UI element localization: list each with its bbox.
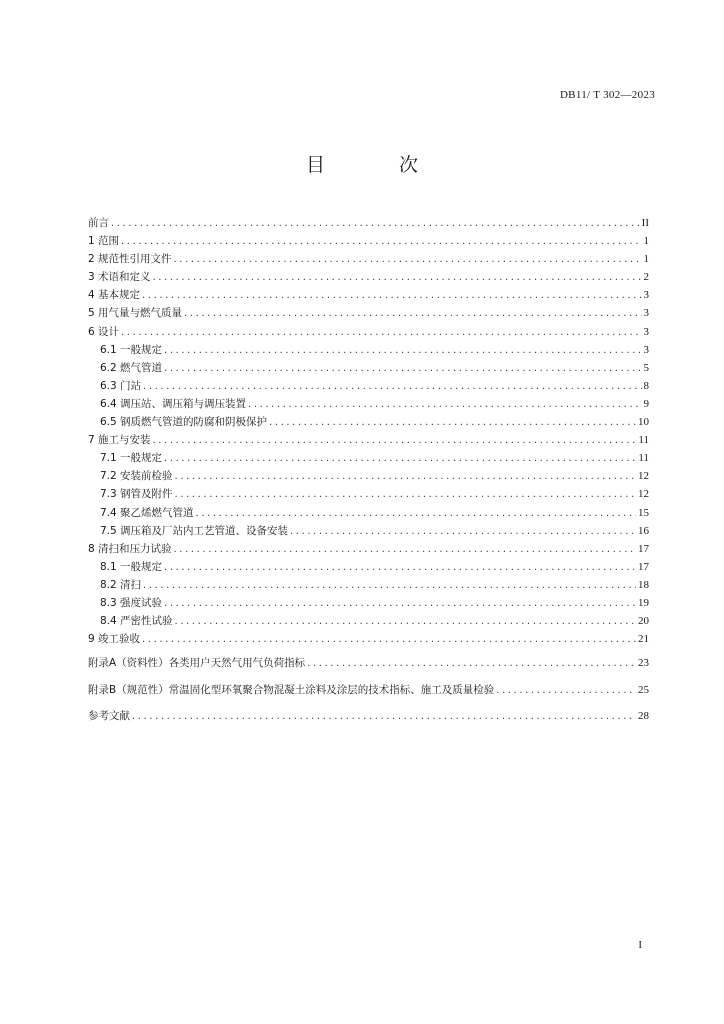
toc-label: 7.1 一般规定 (100, 452, 163, 465)
toc-label: 4 基本规定 (88, 289, 141, 302)
toc-label: 参考文献 (88, 710, 130, 723)
dot-leader (174, 541, 636, 559)
toc-label: 附录A（资料性）各类用户天然气用气负荷指标 (88, 657, 306, 670)
toc-label: 6.4 调压站、调压箱与调压装置 (100, 397, 247, 410)
dot-leader (164, 450, 636, 468)
toc-entry-appendix-b[interactable] (88, 679, 649, 702)
dot-leader (153, 269, 642, 287)
toc-entry-7[interactable] (88, 431, 649, 449)
toc-label: 8.3 强度试验 (100, 596, 163, 609)
page-title: 目 次 (305, 154, 453, 176)
toc-label: 6.5 钢质燃气管道的防腐和阴极保护 (100, 416, 268, 429)
toc-label: 7.4 聚乙烯燃气管道 (100, 506, 194, 519)
toc-label: 2 规范性引用文件 (88, 253, 172, 266)
toc-page-number: 17 (638, 542, 649, 555)
toc-label: 附录B（规范性）常温固化型环氧聚合物混凝土涂料及涂层的技术指标、施工及质量检验 (88, 683, 495, 696)
toc-entry-5[interactable] (88, 304, 649, 322)
dot-leader (143, 378, 641, 396)
toc-entry-7-5[interactable] (88, 522, 649, 540)
toc-page-number: 3 (643, 325, 649, 338)
toc-page-number: 20 (638, 615, 649, 628)
toc-label: 3 术语和定义 (88, 271, 151, 284)
dot-leader (142, 631, 636, 649)
toc-entry-6-3[interactable] (88, 377, 649, 395)
toc-entry-6[interactable] (88, 323, 649, 341)
toc-page-number: 3 (643, 343, 649, 356)
toc-label: 1 范围 (88, 235, 120, 248)
dot-leader (269, 414, 636, 432)
toc-page-number: 8 (643, 379, 649, 392)
toc-label: 6.2 燃气管道 (100, 361, 163, 374)
dot-leader (164, 595, 636, 613)
dot-leader (174, 251, 642, 269)
toc-page-number: 12 (638, 470, 649, 483)
toc-entry-3[interactable] (88, 268, 649, 286)
toc-page-number: 1 (643, 235, 649, 248)
dot-leader (175, 486, 636, 504)
dot-leader (184, 305, 641, 323)
toc-page-number: 15 (638, 506, 649, 519)
toc-entry-appendix-a[interactable] (88, 652, 649, 675)
dot-leader (290, 523, 636, 541)
toc-page-number: II (641, 217, 649, 229)
dot-leader (143, 577, 636, 595)
toc-entry-7-4[interactable] (88, 504, 649, 522)
toc-entry-8-3[interactable] (88, 594, 649, 612)
toc-label: 7.5 调压箱及厂站内工艺管道、设备安装 (100, 524, 289, 537)
dot-leader (496, 680, 636, 703)
toc-page-number: 23 (638, 657, 649, 670)
toc-label: 6 设计 (88, 325, 120, 338)
toc-entry-foreword[interactable] (88, 214, 649, 232)
document-id: DB11/ T 302—2023 (559, 89, 655, 101)
toc-label: 8.4 严密性试验 (100, 615, 173, 628)
dot-leader (121, 233, 641, 251)
toc-entry-4[interactable] (88, 286, 649, 304)
toc-page-number: 2 (643, 271, 649, 284)
toc-entry-6-4[interactable] (88, 395, 649, 413)
table-of-contents (88, 214, 649, 728)
toc-page-number: 11 (638, 434, 649, 447)
toc-label: 7.3 钢管及附件 (100, 488, 173, 501)
toc-label: 8.2 清扫 (100, 578, 142, 591)
toc-entry-2[interactable] (88, 250, 649, 268)
dot-leader (307, 653, 636, 676)
toc-page-number: 21 (638, 633, 649, 646)
toc-label: 前言 (88, 217, 109, 229)
dot-leader (153, 432, 637, 450)
dot-leader (111, 215, 640, 233)
toc-page-number: 17 (638, 560, 649, 573)
dot-leader (175, 468, 636, 486)
toc-page-number: 1 (643, 253, 649, 266)
toc-page-number: 3 (643, 289, 649, 302)
dot-leader (121, 324, 641, 342)
toc-entry-6-1[interactable] (88, 341, 649, 359)
toc-entry-references[interactable] (88, 705, 649, 728)
toc-page-number: 11 (638, 452, 649, 465)
dot-leader (164, 559, 636, 577)
toc-page-number: 28 (638, 710, 649, 723)
toc-label: 8 清扫和压力试验 (88, 542, 172, 555)
toc-entry-7-2[interactable] (88, 467, 649, 485)
toc-entry-7-3[interactable] (88, 485, 649, 503)
dot-leader (132, 706, 636, 729)
dot-leader (248, 396, 641, 414)
toc-label: 7 施工与安装 (88, 434, 151, 447)
toc-page-number: 10 (638, 416, 649, 429)
dot-leader (164, 360, 641, 378)
toc-label: 8.1 一般规定 (100, 560, 163, 573)
toc-page-number: 9 (643, 397, 649, 410)
toc-entry-6-5[interactable] (88, 413, 649, 431)
toc-page-number: 18 (638, 578, 649, 591)
toc-label: 7.2 安装前检验 (100, 470, 173, 483)
toc-entry-9[interactable] (88, 630, 649, 648)
toc-entry-8[interactable] (88, 540, 649, 558)
footer-page-number: I (638, 939, 642, 951)
toc-entry-7-1[interactable] (88, 449, 649, 467)
toc-page-number: 3 (643, 307, 649, 320)
toc-label: 6.3 门站 (100, 379, 142, 392)
toc-entry-8-1[interactable] (88, 558, 649, 576)
dot-leader (164, 342, 641, 360)
toc-entry-8-2[interactable] (88, 576, 649, 594)
dot-leader (196, 505, 636, 523)
toc-page-number: 5 (643, 361, 649, 374)
toc-entry-8-4[interactable] (88, 612, 649, 630)
toc-entry-1[interactable] (88, 232, 649, 250)
toc-page-number: 25 (638, 683, 649, 696)
toc-label: 9 竣工验收 (88, 633, 141, 646)
toc-page-number: 12 (638, 488, 649, 501)
dot-leader (142, 287, 641, 305)
dot-leader (175, 613, 636, 631)
toc-entry-6-2[interactable] (88, 359, 649, 377)
toc-label: 5 用气量与燃气质量 (88, 307, 183, 320)
toc-page-number: 16 (638, 524, 649, 537)
toc-label: 6.1 一般规定 (100, 343, 163, 356)
toc-page-number: 19 (638, 596, 649, 609)
